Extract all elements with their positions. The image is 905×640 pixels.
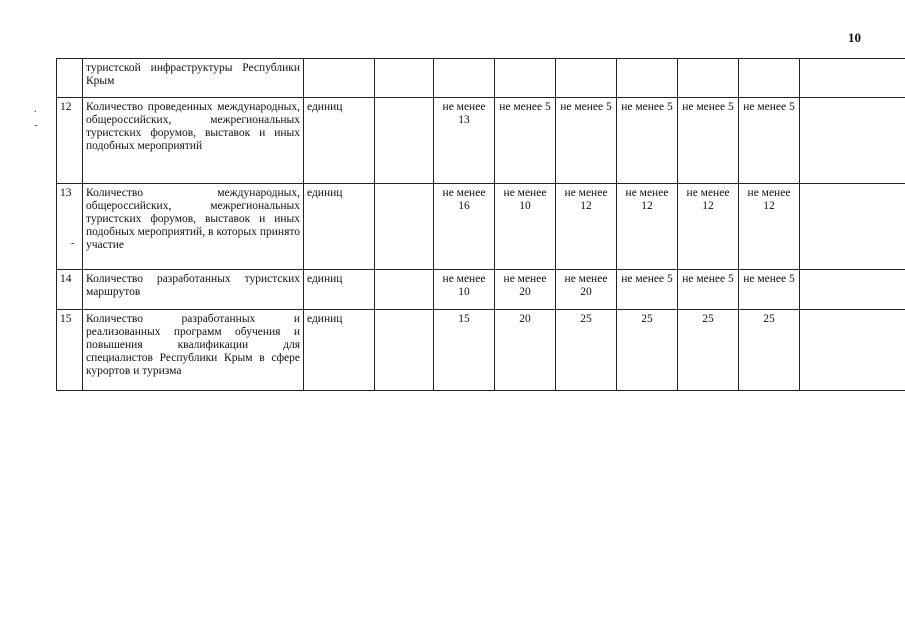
empty-cell — [739, 59, 800, 98]
value-cell: не менее 5 — [617, 98, 678, 184]
table-row — [57, 59, 905, 98]
indicators-table — [56, 58, 905, 391]
value-cell: не менее 5 — [739, 98, 800, 184]
indicator-name: туристской инфраструктуры Республики Крым — [83, 59, 304, 98]
row-number: 13 — [57, 184, 83, 270]
value-cell: не менее 20 — [556, 270, 617, 310]
unit-cell — [304, 59, 375, 98]
table-row — [57, 184, 905, 270]
value-cell: не менее 12 — [678, 184, 739, 270]
empty-cell — [800, 59, 905, 98]
value-cell: не менее 10 — [434, 270, 495, 310]
empty-cell — [800, 98, 905, 184]
value-cell: не менее 13 — [434, 98, 495, 184]
value-cell — [375, 59, 434, 98]
value-cell: не менее 12 — [739, 184, 800, 270]
value-cell: не менее 16 — [434, 184, 495, 270]
indicator-name: Количество проведенных международных, общероссийских, межрегиональных туристских форумов, выставок и иных подобных мероприятий — [83, 98, 304, 184]
page-number: 10 — [848, 30, 861, 45]
empty-cell — [375, 184, 434, 270]
value-cell — [556, 59, 617, 98]
value-cell: не менее 5 — [556, 98, 617, 184]
value-cell: не менее 10 — [495, 184, 556, 270]
unit-cell: единиц — [304, 310, 375, 391]
value-cell: 25 — [617, 310, 678, 391]
indicator-name: Количество международных, общероссийских, межрегиональных туристских форумов, выставок и иных подобных мероприятий, в которых принято участие — [83, 184, 304, 270]
empty-cell — [800, 310, 905, 391]
value-cell: 15 — [434, 310, 495, 391]
value-cell — [495, 59, 556, 98]
unit-cell: единиц — [304, 270, 375, 310]
unit-cell: единиц — [304, 184, 375, 270]
value-cell: не менее 5 — [678, 98, 739, 184]
value-cell: не менее 5 — [495, 98, 556, 184]
value-cell: не менее 12 — [617, 184, 678, 270]
margin-mark: . — [34, 103, 37, 115]
value-cell: не менее 5 — [678, 270, 739, 310]
empty-cell — [375, 270, 434, 310]
table-row — [57, 270, 905, 310]
value-cell: 20 — [495, 310, 556, 391]
value-cell: не менее 5 — [739, 270, 800, 310]
row-number — [57, 59, 83, 98]
value-cell: не менее 20 — [495, 270, 556, 310]
value-cell: не менее 5 — [617, 270, 678, 310]
empty-cell — [800, 270, 905, 310]
margin-mark: - — [71, 237, 75, 249]
row-number: 12 — [57, 98, 83, 184]
empty-cell — [375, 310, 434, 391]
margin-mark: - — [34, 119, 38, 131]
value-cell: 25 — [739, 310, 800, 391]
table-row — [57, 98, 905, 184]
empty-cell — [375, 98, 434, 184]
row-number: 14 — [57, 270, 83, 310]
indicator-name: Количество разработанных и реализованных программ обучения и повышения квалификации для специалистов Республики Крым в сфере курортов и туризма — [83, 310, 304, 391]
empty-cell — [800, 184, 905, 270]
value-cell: не менее 12 — [556, 184, 617, 270]
value-cell: 25 — [678, 310, 739, 391]
unit-cell: единиц — [304, 98, 375, 184]
indicator-name: Количество разработанных туристских маршрутов — [83, 270, 304, 310]
row-number: 15 — [57, 310, 83, 391]
value-cell — [434, 59, 495, 98]
value-cell — [617, 59, 678, 98]
table-row — [57, 310, 905, 391]
value-cell: 25 — [556, 310, 617, 391]
value-cell — [678, 59, 739, 98]
